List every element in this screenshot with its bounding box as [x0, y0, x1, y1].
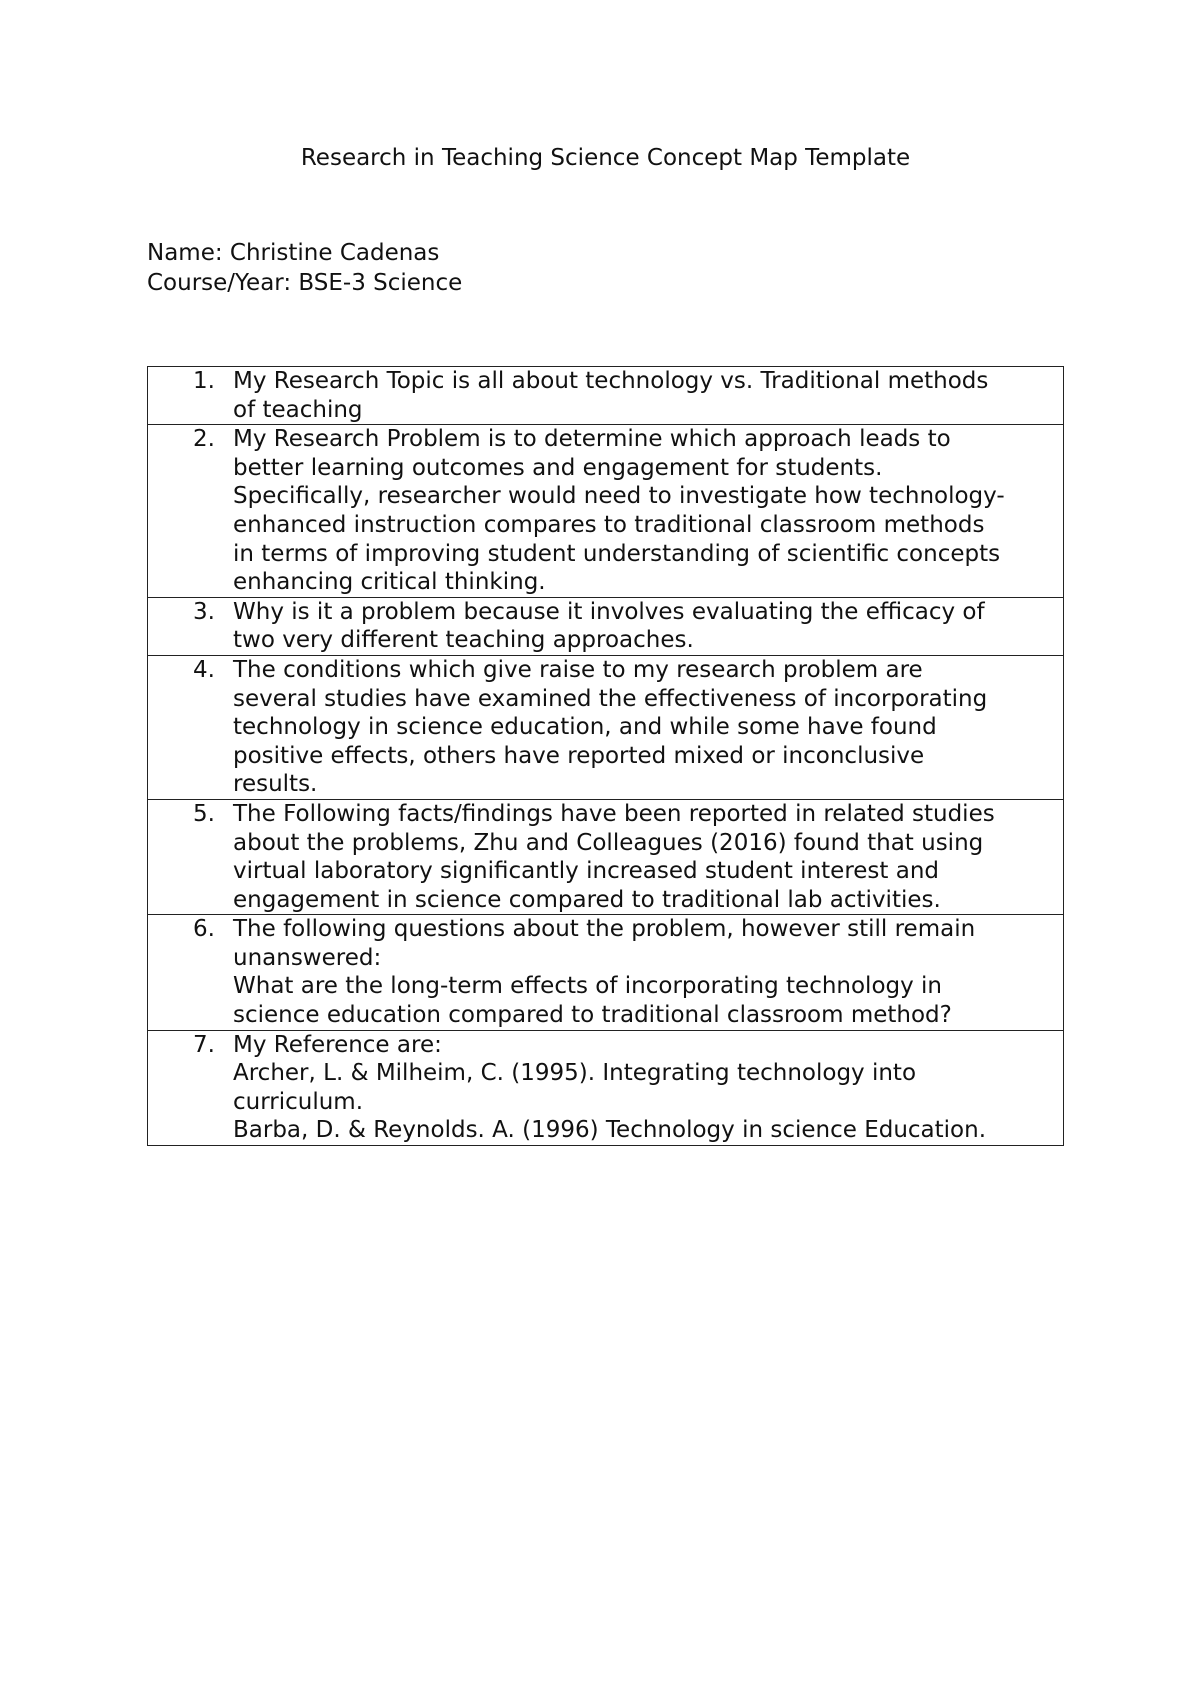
- item-text-line: technology in science education, and while some have found: [233, 714, 937, 741]
- item-text-line: The Following facts/findings have been reported in related studies: [233, 800, 995, 827]
- list-item: [148, 1031, 1049, 1145]
- list-item: [148, 915, 1049, 1029]
- item-text-line: in terms of improving student understanding of scientific concepts: [233, 540, 1001, 567]
- item-number: 1.: [193, 368, 215, 394]
- table-row: [148, 915, 1064, 1030]
- item-text-line: engagement in science compared to traditional lab activities.: [233, 886, 941, 913]
- item-text-line: enhancing critical thinking.: [233, 569, 546, 596]
- item-number: 2.: [193, 426, 215, 453]
- table-row: [148, 799, 1064, 914]
- item-text-line: The conditions which give raise to my research problem are: [233, 656, 923, 683]
- table-row: [148, 425, 1064, 598]
- table-cell: [148, 799, 1064, 914]
- item-text-line: My Research Problem is to determine which approach leads to: [233, 426, 951, 453]
- item-text-line: several studies have examined the effectiveness of incorporating: [233, 685, 988, 712]
- item-text-line: Specifically, researcher would need to investigate how technology-: [233, 483, 1005, 510]
- course-year: Course/Year: BSE-3 Science: [147, 270, 463, 296]
- item-text-line: science education compared to traditional classroom method?: [233, 1002, 952, 1029]
- list-item: [148, 656, 1049, 799]
- table-cell: [148, 597, 1064, 655]
- item-text-line: The following questions about the problem, however still remain: [233, 916, 976, 943]
- item-number: 5.: [193, 800, 215, 827]
- item-text-line: two very different teaching approaches.: [233, 627, 694, 654]
- table-row: [148, 367, 1064, 425]
- list-item: [148, 598, 1049, 655]
- item-text-line: What are the long-term effects of incorporating technology in: [233, 973, 943, 1000]
- student-name: Name: Christine Cadenas: [147, 240, 440, 266]
- item-text-line: results.: [233, 771, 318, 798]
- item-text-line: curriculum.: [233, 1088, 364, 1115]
- item-text-line: Barba, D. & Reynolds. A. (1996) Technology in science Education.: [233, 1117, 987, 1144]
- table-cell: [148, 915, 1064, 1030]
- item-number: 6.: [193, 916, 215, 943]
- table-cell: [148, 1030, 1064, 1145]
- table-cell: [148, 655, 1064, 799]
- document-title: Research in Teaching Science Concept Map Template: [300, 145, 911, 171]
- item-text-line: Why is it a problem because it involves evaluating the efficacy of: [233, 598, 985, 625]
- list-item: [148, 367, 1049, 424]
- table-row: [148, 1030, 1064, 1145]
- item-text-line: My Reference are:: [233, 1031, 442, 1058]
- item-text-line: virtual laboratory significantly increased student interest and: [233, 858, 940, 885]
- item-text-line: Archer, L. & Milheim, C. (1995). Integrating technology into: [233, 1060, 917, 1087]
- item-number: 3.: [193, 598, 215, 625]
- item-text-line: unanswered:: [233, 944, 382, 971]
- item-number: 4.: [193, 656, 215, 683]
- table-row: [148, 655, 1064, 799]
- item-number: 7.: [193, 1031, 215, 1058]
- item-text-line: about the problems, Zhu and Colleagues (2016) found that using: [233, 829, 984, 856]
- list-item: [148, 800, 1049, 914]
- item-text-line: enhanced instruction compares to traditional classroom methods: [233, 511, 985, 538]
- table-cell: [148, 367, 1064, 425]
- item-text-line: My Research Topic is all about technology vs. Traditional methods: [233, 368, 989, 394]
- item-text-line: positive effects, others have reported mixed or inconclusive: [233, 742, 925, 769]
- concept-map-table: [147, 366, 1064, 1146]
- table-cell: [148, 425, 1064, 598]
- item-text-line: of teaching: [233, 396, 363, 423]
- list-item: [148, 425, 1049, 597]
- table-row: [148, 597, 1064, 655]
- item-text-line: better learning outcomes and engagement for students.: [233, 454, 883, 481]
